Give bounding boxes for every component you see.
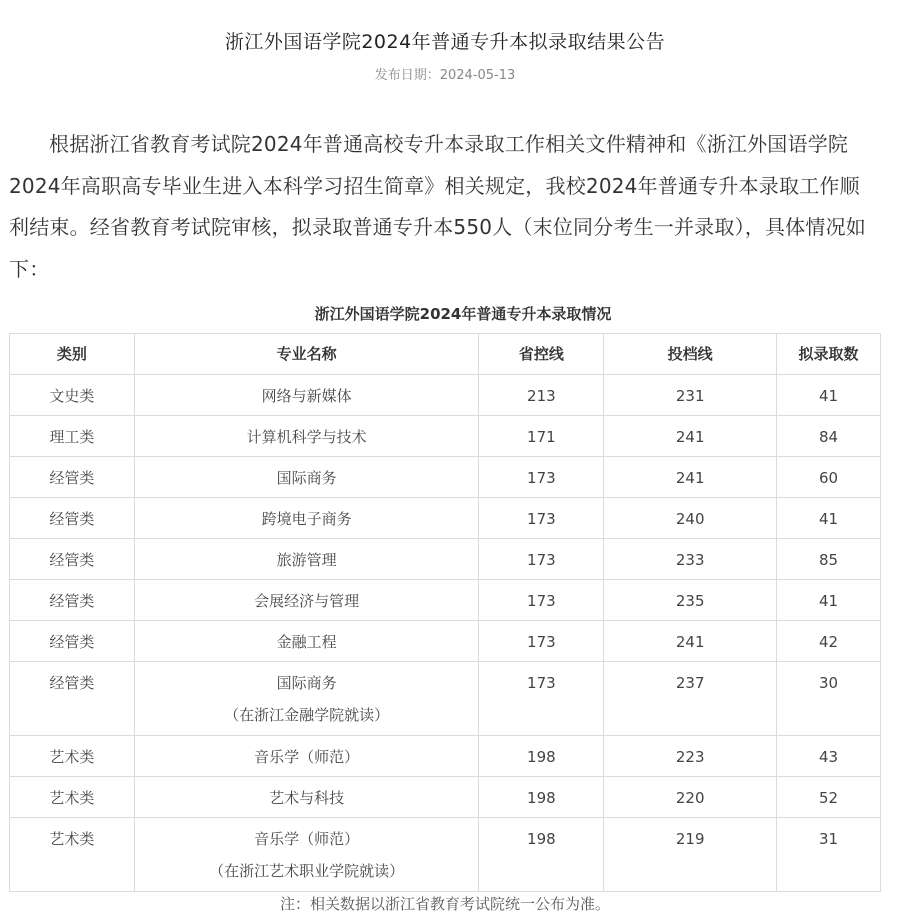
control-line-cell	[479, 416, 604, 457]
filing-line-cell	[604, 498, 777, 539]
admit-count-cell	[777, 777, 881, 818]
control-line-cell	[479, 777, 604, 818]
major-text: 计算机科学与技术	[246, 428, 367, 446]
table-row	[10, 375, 881, 416]
category-text: 文史类	[49, 387, 95, 405]
category-cell	[10, 662, 135, 736]
major-text: 艺术与科技	[269, 789, 345, 807]
major-cell	[134, 818, 479, 892]
major-text: 会展经济与管理	[254, 592, 360, 610]
admit-count-text: 30	[818, 674, 839, 692]
publish-date-value: 2024-05-13	[439, 68, 516, 83]
category-text: 经管类	[49, 633, 95, 651]
category-cell	[10, 621, 135, 662]
table-row	[10, 457, 881, 498]
table-row	[10, 777, 881, 818]
admit-count-text: 42	[818, 633, 839, 651]
major-text: 旅游管理	[276, 551, 337, 569]
admit-count-cell	[777, 375, 881, 416]
filing-line-cell	[604, 416, 777, 457]
category-text: 经管类	[49, 469, 95, 487]
major-campus-note: （在浙江金融学院就读）	[224, 706, 390, 724]
filing-line-text: 241	[675, 469, 705, 487]
control-line-cell	[479, 539, 604, 580]
admit-count-text: 60	[818, 469, 839, 487]
filing-line-text: 240	[675, 510, 705, 528]
category-cell	[10, 736, 135, 777]
header-admit-count: 拟录取数	[777, 334, 881, 375]
control-line-text: 213	[527, 387, 556, 405]
filing-line-text: 235	[675, 592, 705, 610]
filing-line-cell	[604, 375, 777, 416]
filing-line-cell	[604, 777, 777, 818]
major-cell	[134, 539, 479, 580]
major-text: 国际商务	[276, 469, 337, 487]
publish-date	[0, 64, 890, 83]
control-line-text: 173	[527, 469, 556, 487]
table-row	[10, 621, 881, 662]
major-cell	[134, 662, 479, 736]
control-line-text: 173	[527, 633, 556, 651]
control-line-text: 171	[527, 428, 556, 446]
table-row	[10, 662, 881, 736]
admit-count-text: 31	[818, 830, 839, 848]
filing-line-cell	[604, 662, 777, 736]
major-text: 跨境电子商务	[261, 510, 352, 528]
publish-date-label: 发布日期：	[374, 68, 440, 83]
filing-line-cell	[604, 621, 777, 662]
admit-count-text: 85	[818, 551, 839, 569]
category-text: 经管类	[49, 551, 95, 569]
intro-paragraph: 根据浙江省教育考试院2024年普通高校专升本录取工作相关文件精神和《浙江外国语学院2024年高职高专毕业生进入本科学习招生简章》相关规定，我校2024年普通专升本录取工作顺利结束。经省教育考试院审核，拟录取普通专升本550人（末位同分考生一并录取），具体情况如下：	[9, 132, 866, 281]
control-line-text: 173	[527, 674, 556, 692]
control-line-cell	[479, 580, 604, 621]
control-line-text: 198	[527, 748, 556, 766]
major-cell	[134, 621, 479, 662]
admission-table	[9, 333, 881, 892]
admit-count-text: 41	[818, 592, 839, 610]
control-line-text: 173	[527, 510, 556, 528]
table-row	[10, 498, 881, 539]
category-cell	[10, 539, 135, 580]
filing-line-text: 223	[675, 748, 705, 766]
table-row	[10, 539, 881, 580]
major-text: 音乐学（师范）	[254, 830, 360, 848]
admit-count-text: 41	[818, 510, 839, 528]
major-cell	[134, 498, 479, 539]
table-body	[10, 375, 881, 892]
table-row	[10, 736, 881, 777]
filing-line-text: 220	[675, 789, 705, 807]
major-text: 音乐学（师范）	[254, 748, 360, 766]
control-line-cell	[479, 736, 604, 777]
major-text: 金融工程	[276, 633, 337, 651]
filing-line-text: 233	[675, 551, 705, 569]
category-cell	[10, 457, 135, 498]
header-control-line: 省控线	[479, 334, 604, 375]
admit-count-text: 41	[818, 387, 839, 405]
admit-count-text: 84	[818, 428, 839, 446]
admit-count-cell	[777, 736, 881, 777]
filing-line-text: 241	[675, 633, 705, 651]
control-line-cell	[479, 457, 604, 498]
header-major: 专业名称	[134, 334, 479, 375]
table-header-row	[10, 334, 881, 375]
footnote: 注：相关数据以浙江省教育考试院统一公布为准。	[279, 895, 610, 913]
page-title: 浙江外国语学院2024年普通专升本拟录取结果公告	[224, 31, 666, 53]
filing-line-text: 231	[675, 387, 705, 405]
category-cell	[10, 580, 135, 621]
table-row	[10, 818, 881, 892]
major-cell	[134, 457, 479, 498]
filing-line-text: 241	[675, 428, 705, 446]
admit-count-text: 43	[818, 748, 839, 766]
category-text: 艺术类	[49, 830, 95, 848]
major-cell	[134, 375, 479, 416]
major-cell	[134, 736, 479, 777]
admit-count-cell	[777, 539, 881, 580]
control-line-cell	[479, 662, 604, 736]
admit-count-cell	[777, 818, 881, 892]
filing-line-cell	[604, 736, 777, 777]
filing-line-text: 237	[675, 674, 705, 692]
category-text: 艺术类	[49, 789, 95, 807]
category-text: 理工类	[49, 428, 95, 446]
major-text: 网络与新媒体	[261, 387, 352, 405]
filing-line-cell	[604, 580, 777, 621]
admit-count-cell	[777, 457, 881, 498]
admit-count-cell	[777, 662, 881, 736]
category-cell	[10, 498, 135, 539]
major-cell	[134, 580, 479, 621]
admit-count-text: 52	[818, 789, 839, 807]
control-line-cell	[479, 621, 604, 662]
major-cell	[134, 416, 479, 457]
category-text: 艺术类	[49, 748, 95, 766]
control-line-text: 198	[527, 789, 556, 807]
filing-line-text: 219	[675, 830, 705, 848]
category-text: 经管类	[49, 592, 95, 610]
header-category: 类别	[10, 334, 135, 375]
header-filing-line: 投档线	[604, 334, 777, 375]
filing-line-cell	[604, 818, 777, 892]
category-cell	[10, 777, 135, 818]
category-cell	[10, 375, 135, 416]
control-line-cell	[479, 498, 604, 539]
admit-count-cell	[777, 498, 881, 539]
major-text: 国际商务	[276, 674, 337, 692]
category-text: 经管类	[49, 674, 95, 692]
category-cell	[10, 818, 135, 892]
admit-count-cell	[777, 416, 881, 457]
admit-count-cell	[777, 621, 881, 662]
admit-count-cell	[777, 580, 881, 621]
table-row	[10, 416, 881, 457]
filing-line-cell	[604, 539, 777, 580]
major-cell	[134, 777, 479, 818]
category-text: 经管类	[49, 510, 95, 528]
control-line-text: 173	[527, 592, 556, 610]
category-cell	[10, 416, 135, 457]
control-line-cell	[479, 375, 604, 416]
control-line-cell	[479, 818, 604, 892]
filing-line-cell	[604, 457, 777, 498]
control-line-text: 198	[527, 830, 556, 848]
table-caption: 浙江外国语学院2024年普通专升本录取情况	[314, 305, 612, 323]
table-row	[10, 580, 881, 621]
control-line-text: 173	[527, 551, 556, 569]
major-campus-note: （在浙江艺术职业学院就读）	[209, 862, 405, 880]
